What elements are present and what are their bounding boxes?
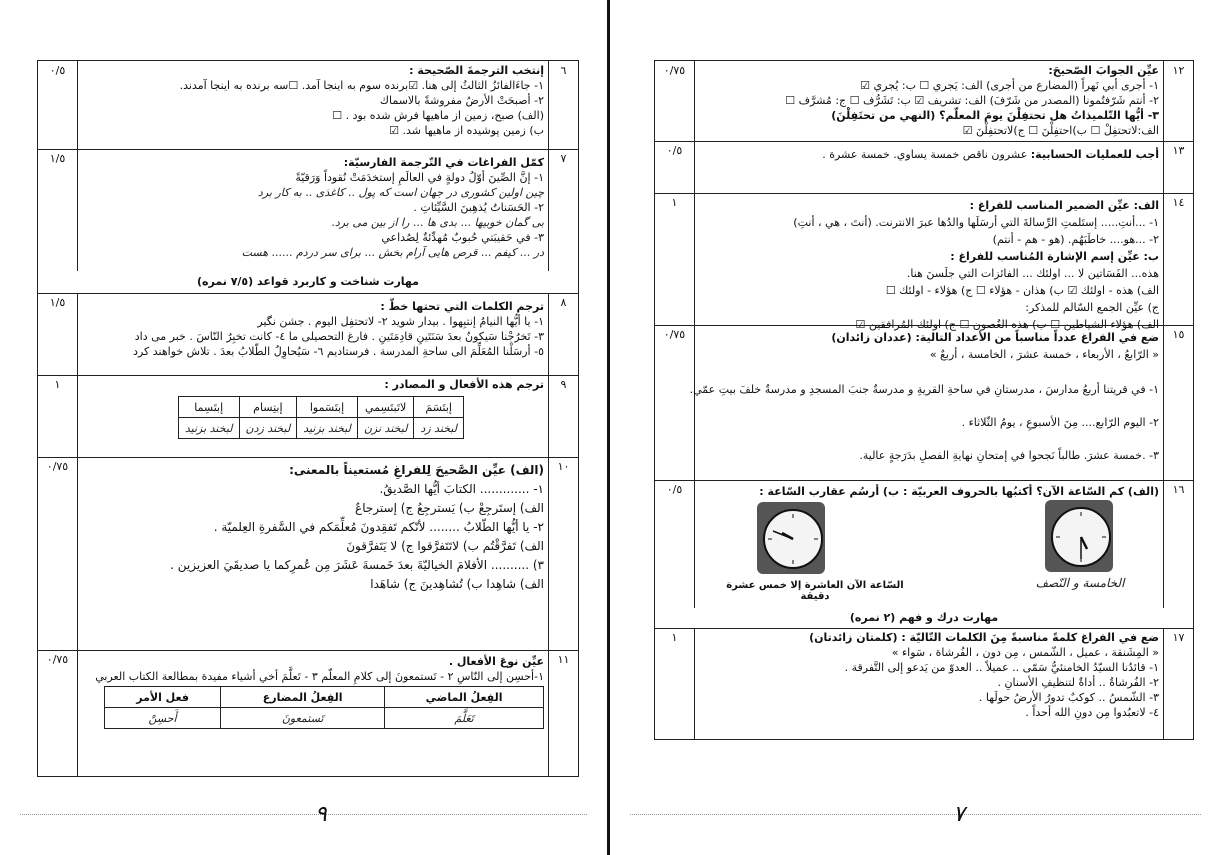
question-line: ١-أحسِن إلى النّاسِ ٢ - تَستمعونَ إلى كلامِ المعلّم ٣ - تَعلَّمَ أخي أشياء مفيدة بمطالعة الكتاب العربي [95,670,544,683]
handwritten-answer: بی گمان خوبيها ... بدی ها ... را از بين می برد. [331,216,544,229]
question-line: ٣- تَخرُجْنا سَيكونُ بعدَ سَنَتَينِ قادِمَتَينِ . فارغ التحصيلی ما ٤- كانت تخبِرُ النّاسَ . خبر می داد [134,330,544,343]
question-8 [38,293,578,376]
verb-types-table [104,686,544,729]
table-cell: لبخند نزن [357,418,414,439]
left-sheet [37,60,579,777]
question-title: عيِّن نوعَ الأفعال . [448,655,544,668]
question-line: ٤- لاتعبُدوا مِن دونِ الله أحداً . [1025,706,1159,719]
question-line: ١- ...أنتِ..... إستَلمتِ الرِّسالةَ التي أرسَلَها والدُها عبرَ الانترنت. (أنتَ ، هي ، أنتِ) [793,216,1159,229]
question-number: ٧ [548,149,578,271]
right-page [610,0,1221,855]
question-option-line: الف) هؤلاء الشياطين ☐ ب) هذه الغُصون ☐ ج) اولئك المُرافقين ☑ [855,318,1159,331]
question-line: ٥- أرسَلْنا المُعَلِّمَ الى ساحةِ المدرسة . فرستاديم ٦- سَيُحاوِلُ الطّلابُ بعدَ . تلاش خواهند كرد [133,345,544,358]
question-option-line: الف) تَفرَّقْتُم ب) لاتَتَفرَّقوا ج) لا يَتَفرَّقونَ [346,539,544,553]
table-header-cell: إبتِسام [239,397,297,418]
table-cell: تَعَلَّمَ [385,708,544,729]
section-band: مهارت درك و فهم (٢ نمره) [655,608,1193,629]
page-number: ٧ [953,802,965,827]
question-score: ٠/٧٥ [655,325,695,480]
word-bank: « المِشَنقة ، عميل ، الشّمس ، مِن دون ، الفُرشاة ، سَواء » [891,646,1159,659]
handwritten-answer: چين اولين كشوری در جهان است كه پول .. كاغذی .. به كار برد [257,186,544,199]
question-line: ١- يا أيُّها النيامُ إنتبِهوا . بيدار شويد ٢- لاتحتفِل اليوم . جشن نگير [257,315,544,328]
question-line: ٣- الشّمسُ .. كوكبٌ تدورُ الأرضُ حولَها . [978,691,1159,704]
word-bank: « الرّابعُ ، الأربعاء ، خمسة عشرَ ، الخامسة ، أربعٌ » [929,348,1159,361]
handwritten-answer: الخامسة و النّصف [1035,576,1125,590]
table-header-cell: لاتَبتَسِمي [357,397,414,418]
question-score: ١ [655,193,695,325]
question-score: ١/٥ [38,149,78,271]
table-cell: لبخند بزنيد [178,418,239,439]
question-option-line: الف) هذه - اولئك ☑ ب) هذان - هؤلاء ☐ ج) هؤلاء - اولئك ☐ [885,284,1159,297]
question-line: ٢- الفُرشاةُ .. أداةٌ لتنظيفِ الأسنانِ . [997,676,1159,689]
question-title: ضع في الفراغ عدداً مناسباً من الأعداد التالية: (عددان زائدان) [831,331,1159,344]
question-line: هذه... الفَسَاتين لا ... اولئك ... الفائزات التي جلَسنَ هنا. [906,267,1159,280]
table-row [105,708,544,729]
question-line: ٢- اليوم الرّابع.... مِنَ الأسبوعِ ، يومُ الثّلاثاء . [961,416,1159,429]
question-score: ٠/٧٥ [38,650,78,776]
question-title: أجب للعمليات الحسابية: [1030,148,1159,161]
question-line: ١- قائدُنا السيّدُ الخامنئيُّ سَمّى .. عميلاً .. العدوّ من يَدعو إلى التَّفرقة . [844,661,1159,674]
question-line: ٣- .خمسة عشرَ. طالباً نَجحوا في إمتحانِ نهايةِ الفصلِ بدَرَجةٍ عالية. [859,449,1159,462]
question-title: الف: عيِّن الضمير المناسب للفراغ : [969,199,1159,212]
question-number: ١٣ [1163,141,1193,193]
question-title: ترجم الكلمات التي تحتها خطّ : [380,300,544,313]
question-score: ١ [38,375,78,457]
question-score: ٠/٥ [655,480,695,608]
table-header-cell: إبتَسَموا [297,397,358,418]
question-line: ٢- أنتم شَرّفتُمونا (المصدر من شَرّفَ) الف: تشريف ☑ ب: تَشَرُّف ☐ ج: مُشرَّف ☐ [785,94,1159,107]
question-score: ٠/٧٥ [38,457,78,650]
question-number: ١٠ [548,457,578,650]
question-number: ٦ [548,61,578,149]
question-15 [655,325,1193,481]
question-line: ١- ............. الكتابَ أيُّها الصَّديقُ. [379,482,544,496]
clock-icon [757,502,825,574]
question-14 [655,193,1193,331]
table-header-cell: إبتَسَمَ [414,397,464,418]
question-option-line: الف:لاتحتفِلْ ☐ ب)احتفِلْنَ ☐ ج)لاتحتفِلْنَ ☑ [962,124,1159,137]
table-header-cell: الفِعلُ الماضي [385,687,544,708]
question-6 [38,61,578,150]
clock-icon [1045,500,1113,572]
question-title: كمّل الفراغات في التّرجمة الفارسيّة: [343,156,544,169]
table-header-row [105,687,544,708]
question-number: ١١ [548,650,578,776]
table-row [178,418,463,439]
question-title: إنتخب الترجمةَ الصّحيحة : [409,64,544,77]
section-band: مهارت شناخت و كاربرد قواعد (٧/٥ نمره) [38,271,578,294]
question-9 [38,375,578,458]
question-score: ٠/٥ [655,141,695,193]
question-number: ١٢ [1163,61,1193,141]
question-line: ٣) .......... الأفلامَ الخياليّةَ بعدَ خَمسةَ عَشَرَ مِن عُمرِكما يا صديقَيَ العزيزين . [170,558,544,572]
question-line: ٢- الحَسَناتُ يُذهِبنَ السَّيِّئاتِ . [413,201,544,214]
verbs-table [178,396,464,439]
question-number: ٨ [548,293,578,375]
left-page [0,0,607,855]
question-line: ١- أجرى أبي نَهراً (المضارع من أجرى) الف: يَجري ☐ ب: يُجري ☑ [860,79,1159,92]
question-title: ضع في الفراغ كلمةً مناسبةً مِنَ الكلمات التّاليّة : (كلمتان زائدتان) [809,631,1159,644]
table-header-cell: الفِعلُ المضارع [221,687,385,708]
page-number: ٩ [315,802,327,827]
question-subtitle: ب: عيِّن إسم الإشارة المُناسب للفراغ : [950,250,1159,263]
table-header-cell: فعل الأمر [105,687,221,708]
question-title: عيِّن الجوابَ الصّحيحَ: [1048,64,1159,77]
question-line: عشرون ناقص خمسة يساوي. خمسة عشرة . [822,148,1028,161]
question-line: ٢- يا أيُّها الطّلابُ ........ لأنّكم تَفقِدونَ مُعلِّمَكم في السَّفرةِ العِلميّة . [213,520,544,534]
question-16 [655,480,1193,609]
table-cell: تَستمعونَ [221,708,385,729]
question-13 [655,141,1193,194]
question-number: ٩ [548,375,578,457]
question-17 [655,628,1193,739]
question-score: ٠/٥ [38,61,78,149]
question-subtitle: ج) عيِّن الجمع السّالم للمذكر: [1025,301,1159,314]
question-12 [655,61,1193,142]
clock-caption: السّاعة الآن العاشرة إلا خمس عشرة دقيقة [726,580,904,602]
question-line: ١- إنَّ الصِّينَ أوّلُ دولةٍ في العالَمِ إستخدَمَتْ نُقوداً وَرَقيّةً [295,171,544,184]
question-option-line: الف) إستَرجِعْ ب) يَسترجِعُ ج) إسترجاعٌ [355,501,544,515]
question-line: ب) زمين پوشيده از ماهيها شد. ☑ [389,124,544,137]
question-line: ٣- أيُّها التّلميذاتُ هل تحتفِلْنَ يومَ المعلّم؟ (النهي من تحتَفِلْنَ) [831,109,1159,122]
question-title: (الف) كم السّاعة الآن؟ أكتبُها بالحروف العربيّة : [903,485,1159,498]
question-line: (الف) صبح، زمين از ماهيها فرش شده بود . ☐ [332,109,544,122]
question-line: ٢- ...هو.... خاطَبَهُم. (هو - هم - أنتم) [992,233,1159,246]
question-line: ١- في قريتنا أربعُ مدارسَ ، مدرستانِ في ساحةِ القريةِ و مدرسةٌ جنبَ المسجدِ و مدرسةٌ خلفَ بيتِ عمّي. [689,383,1159,396]
page-bottom-rule [20,814,587,815]
table-cell: لبخند زدن [239,418,297,439]
question-line: ٢- أصبحَتْ الأرضُ مفروشةً بالاسماك [379,94,544,107]
question-7 [38,149,578,272]
table-cell: لبخند بزنيد [297,418,358,439]
question-11 [38,650,578,776]
table-header-row [178,397,463,418]
question-title: ترجم هذه الأفعال و المصادر : [384,378,544,391]
right-sheet [654,60,1194,740]
question-number: ١٤ [1163,193,1193,325]
table-cell: لبخند زد [414,418,464,439]
question-score: ١ [655,628,695,739]
page-bottom-rule [630,814,1201,815]
question-option-line: الف) شاهِدا ب) تُشاهِدينَ ج) شاهَدا [370,577,544,591]
question-title: ب) أرسُم عقارب السّاعة : [759,485,899,498]
table-header-cell: إبتَسِما [178,397,239,418]
question-10 [38,457,578,651]
table-cell: أَحسِنْ [105,708,221,729]
question-number: ١٦ [1163,480,1193,608]
question-number: ١٥ [1163,325,1193,480]
question-score: ٠/٧٥ [655,61,695,141]
handwritten-answer: در ... كيفم ... قرص هايی آرام بخش ... برای سر دردم ...... هست [241,246,544,259]
question-number: ١٧ [1163,628,1193,739]
question-line: ١- جاءَالفائزُ الثالثُ إلى هنا. ☑برنده سوم به اينجا آمد. ☐سه برنده به اينجا آمدند. [179,79,544,92]
question-title: (الف) عيِّن الصَّحيحَ لِلفراغِ مُستعيناً بالمعنى: [289,463,544,477]
question-line: ٣- في حَقيبَتي حُبوبٌ مُهدِّئةٌ لِصُداعي [381,231,544,244]
question-score: ١/٥ [38,293,78,375]
